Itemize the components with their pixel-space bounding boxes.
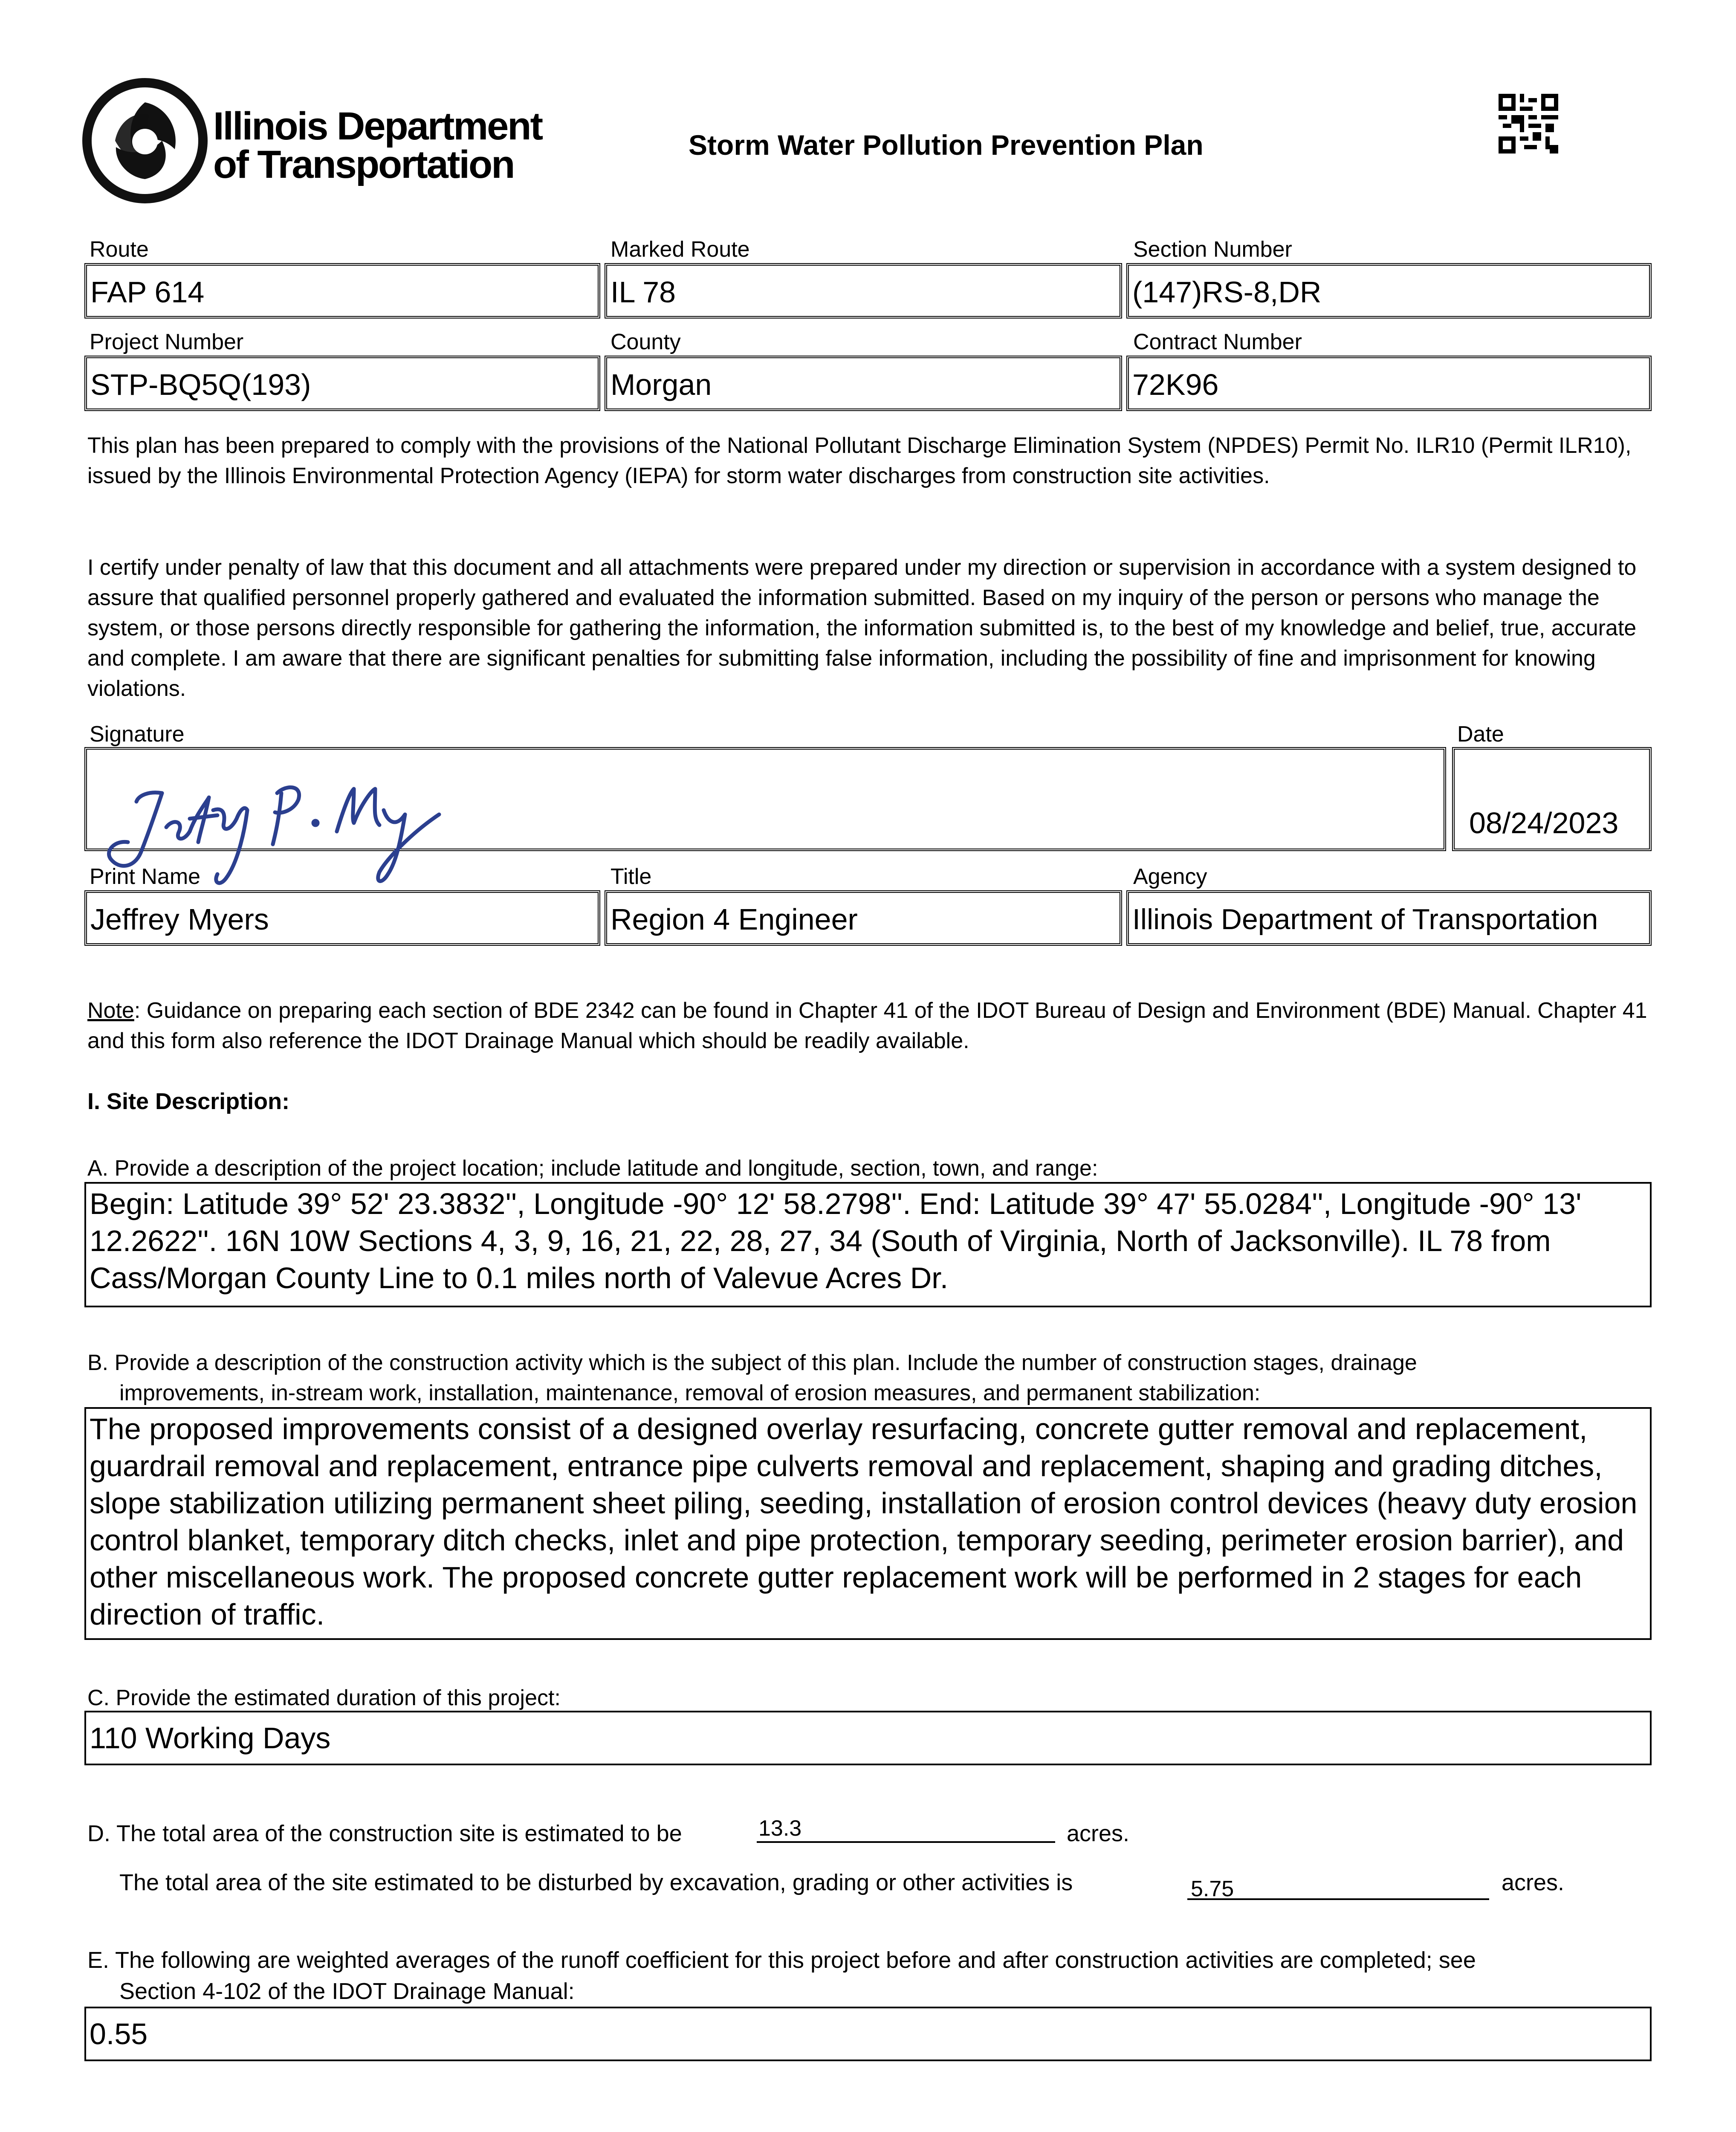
item-b-label-line-1: B. Provide a description of the construction activity which is the subject of this plan. Include the number of construction stages, drainage — [87, 1350, 1417, 1375]
county-label: County — [610, 330, 681, 354]
project-number-label: Project Number — [90, 330, 244, 354]
idot-logo — [81, 77, 550, 205]
contract-number-label: Contract Number — [1133, 330, 1302, 354]
agency-value: Illinois Department of Transportation — [1132, 903, 1598, 936]
item-b-value: The proposed improvements consist of a designed overlay resurfacing, concrete gutter removal and replacement, guardrail removal and replacement, entrance pipe culverts removal and replacement, shaping and grading ditches, slope stabilization utilizing permanent sheet piling, seeding, installation of erosion control devices (heavy duty erosion control blanket, temporary ditch checks, inlet and pipe protection, temporary seeding, perimeter erosion barrier), and other miscellaneous work. The proposed concrete gutter replacement work will be performed in 2 stages for each direction of traffic. — [90, 1412, 1638, 1631]
project-number-field[interactable] — [84, 356, 600, 411]
date-value: 08/24/2023 — [1469, 806, 1619, 840]
marked-route-label: Marked Route — [610, 237, 750, 262]
item-a-value: Begin: Latitude 39° 52' 23.3832'', Longitude -90° 12' 58.2798''. End: Latitude 39° 47' 55.0284'', Longitude -90° 13' 12.2622''. 16N 10W Sections 4, 3, 9, 16, 21, 22, 28, 27, 34 (South of Virginia, North of Jacksonville). IL 78 from Cass/Morgan County Line to 0.1 miles north of Valevue Acres Dr. — [90, 1187, 1582, 1295]
qr-code-icon — [1499, 94, 1558, 154]
section-number-label: Section Number — [1133, 237, 1292, 262]
note-text: : Guidance on preparing each section of BDE 2342 can be found in Chapter 41 of the IDOT Bureau of Design and Environment (BDE) Manual. Chapter 41 and this form also reference the IDOT Drainage Manual which should be readily available. — [87, 998, 1647, 1053]
intro-paragraph: This plan has been prepared to comply with the provisions of the National Pollutant Discharge Elimination System (NPDES) Permit No. ILR10 (Permit ILR10), issued by the Illinois Environmental Protection Agency (IEPA) for storm water discharges from construction site activities. — [87, 433, 1632, 488]
item-d-line-1-unit: acres. — [1067, 1821, 1130, 1846]
item-b-field[interactable] — [84, 1407, 1652, 1640]
item-e-label-line-1: E. The following are weighted averages of the runoff coefficient for this project before and after construction activities are completed; see — [87, 1947, 1476, 1973]
section-number-value: (147)RS-8,DR — [1132, 275, 1322, 309]
idot-logo-icon — [81, 77, 209, 205]
item-a-label: A. Provide a description of the project location; include latitude and longitude, section, town, and range: — [87, 1156, 1098, 1181]
item-e-label-line-2: Section 4-102 of the IDOT Drainage Manual: — [119, 1978, 575, 2004]
item-c-label: C. Provide the estimated duration of this project: — [87, 1686, 561, 1710]
item-c-value: 110 Working Days — [90, 1721, 331, 1755]
print-name-field[interactable] — [84, 890, 600, 946]
note-paragraph — [87, 996, 1656, 1056]
item-c-field[interactable] — [84, 1711, 1652, 1765]
item-e-value: 0.55 — [90, 2017, 148, 2051]
contract-number-value: 72K96 — [1132, 368, 1219, 401]
marked-route-field[interactable] — [605, 263, 1122, 319]
item-d-line-2-label: The total area of the site estimated to be disturbed by excavation, grading or other activities is — [119, 1870, 1073, 1895]
agency-label: Agency — [1133, 864, 1207, 889]
logo-line-1: Illinois Department — [213, 104, 542, 148]
title-field[interactable] — [605, 890, 1122, 946]
county-field[interactable] — [605, 356, 1122, 411]
item-d-disturbed-area-value: 5.75 — [1191, 1877, 1234, 1901]
item-a-field[interactable] — [84, 1182, 1652, 1307]
logo-line-2: of Transportation — [213, 143, 514, 186]
item-d-line-1-label: D. The total area of the construction site is estimated to be — [87, 1821, 682, 1846]
certification-paragraph: I certify under penalty of law that this document and all attachments were prepared under my direction or supervision in accordance with a system designed to assure that qualified personnel properly gathered and evaluated the information submitted. Based on my inquiry of the person or persons who manage the system, or those persons directly responsible for gathering the information, the information submitted is, to the best of my knowledge and belief, true, accurate and complete. I am aware that there are significant penalties for submitting false information, including the possibility of fine and imprisonment for knowing violations. — [87, 555, 1637, 701]
item-b-label-line-2: improvements, in-stream work, installation, maintenance, removal of erosion measures, and permanent stabilization: — [119, 1381, 1261, 1405]
print-name-value: Jeffrey Myers — [90, 903, 269, 936]
print-name-label: Print Name — [90, 864, 201, 889]
item-d-site-area-value: 13.3 — [758, 1816, 802, 1841]
signature-label: Signature — [90, 722, 185, 747]
date-label: Date — [1457, 722, 1504, 747]
item-e-field[interactable] — [84, 2007, 1652, 2061]
item-d-line-2-unit: acres. — [1502, 1870, 1565, 1895]
contract-number-field[interactable] — [1126, 356, 1652, 411]
agency-field[interactable] — [1126, 890, 1652, 946]
item-d-disturbed-area-field[interactable] — [1187, 1873, 1489, 1900]
title-label: Title — [610, 864, 652, 889]
route-label: Route — [90, 237, 149, 262]
document-title: Storm Water Pollution Prevention Plan — [689, 129, 1204, 161]
route-field[interactable] — [84, 263, 600, 319]
site-description-heading: I. Site Description: — [87, 1089, 290, 1114]
project-number-value: STP-BQ5Q(193) — [90, 368, 311, 401]
county-value: Morgan — [610, 368, 712, 401]
date-field[interactable] — [1452, 747, 1652, 851]
route-value: FAP 614 — [90, 275, 205, 309]
marked-route-value: IL 78 — [610, 275, 676, 309]
section-number-field[interactable] — [1126, 263, 1652, 319]
item-d-site-area-field[interactable] — [757, 1816, 1055, 1843]
title-value: Region 4 Engineer — [610, 903, 858, 936]
note-prefix: Note — [87, 998, 134, 1023]
